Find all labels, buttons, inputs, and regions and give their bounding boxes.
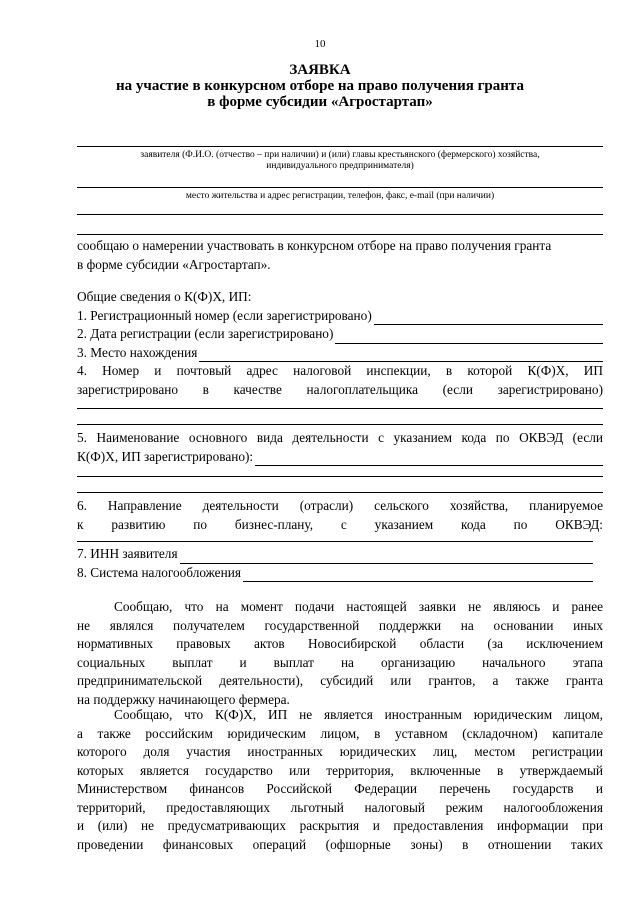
intro-line-1: сообщаю о намерении участвовать в конкурсном отборе на право получения гранта bbox=[77, 238, 552, 253]
item-6-line-2: к развитию по бизнес-плану, с указанием кода по ОКВЭД: bbox=[77, 516, 603, 532]
declaration-paragraph-2 bbox=[77, 706, 603, 854]
declaration-paragraph-1 bbox=[77, 598, 603, 709]
para-2-line-6: территорий, предоставляющих льготный налоговый режим налогообложения bbox=[77, 799, 603, 815]
item-2-blank bbox=[335, 330, 603, 344]
intro-text bbox=[77, 237, 603, 274]
item-7-blank bbox=[180, 550, 593, 564]
item-3-blank bbox=[199, 348, 603, 362]
blank-line-1 bbox=[77, 214, 603, 215]
item-4-line-1: 4. Номер и почтовый адрес налоговой инспекции, в которой К(Ф)Х, ИП bbox=[77, 363, 603, 378]
item-5 bbox=[77, 429, 603, 466]
item-4-blank-2 bbox=[77, 424, 603, 425]
para-2-line-7: и (или) не предусматривающих раскрытия и предоставления информации при bbox=[77, 818, 603, 833]
title-line-3: в форме субсидии «Агростартап» bbox=[207, 94, 433, 110]
item-5-blank-2 bbox=[77, 476, 603, 477]
intro-line-2: в форме субсидии «Агростартап». bbox=[77, 256, 271, 272]
address-caption: место жительства и адрес регистрации, телефон, факс, e-mail (при наличии) bbox=[185, 191, 495, 201]
applicant-caption bbox=[77, 150, 603, 172]
item-5-blank-3 bbox=[77, 492, 603, 493]
item-8-row bbox=[77, 564, 593, 583]
item-8-blank bbox=[243, 568, 593, 582]
item-7-label: 7. ИНН заявителя bbox=[77, 546, 178, 561]
applicant-caption-line-2: индивидуального предпринимателя) bbox=[266, 161, 414, 171]
para-2-line-5: Министерством финансов Российской Федерации перечень государств и bbox=[77, 781, 603, 796]
item-4-line-2: зарегистрировано в качестве налогоплательщика (если зарегистрировано) bbox=[77, 381, 603, 397]
address-line bbox=[77, 187, 603, 188]
para-2-line-3: которого доля участия иностранных юридических лиц, местом регистрации bbox=[77, 744, 603, 759]
page-number: 10 bbox=[314, 38, 326, 50]
item-5-blank bbox=[255, 452, 603, 466]
item-6-line-1: 6. Направление деятельности (отрасли) сельского хозяйства, планируемое bbox=[77, 498, 603, 513]
item-8-label: 8. Система налогообложения bbox=[77, 564, 241, 580]
general-info-section bbox=[77, 288, 603, 399]
title-line-2: на участие в конкурсном отборе на право получения гранта bbox=[116, 78, 524, 94]
applicant-name-line bbox=[77, 146, 603, 147]
applicant-caption-line-1: заявителя (Ф.И.О. (отчество – при наличии) и (или) главы крестьянского (фермерского) хозяйства, bbox=[140, 150, 540, 160]
para-1-line-5: предпринимательской деятельности), субсидий или грантов, а также гранта bbox=[77, 673, 603, 688]
item-2-label: 2. Дата регистрации (если зарегистрировано) bbox=[77, 326, 334, 341]
para-1-line-4: социальных выплат и выплат на организацию начального этапа bbox=[77, 654, 603, 670]
para-2-line-8: проведении финансовых операций (офшорные зоны) в отношении таких bbox=[77, 836, 603, 852]
item-4-blank-1 bbox=[77, 408, 603, 409]
para-1-line-2: не являлся получателем государственной поддержки на основании иных bbox=[77, 617, 603, 633]
para-2-line-4: которых является государство или территория, включенные в утверждаемый bbox=[77, 762, 603, 778]
item-5-line-2: К(Ф)Х, ИП зарегистрировано): bbox=[77, 448, 254, 464]
item-6-blank bbox=[77, 541, 593, 542]
item-3-row bbox=[77, 344, 603, 363]
blank-line-2 bbox=[77, 234, 603, 235]
para-2-line-1: Сообщаю, что К(Ф)Х, ИП не является иностранным юридическим лицом, bbox=[114, 707, 603, 722]
item-6 bbox=[77, 497, 603, 534]
title-line-1: ЗАЯВКА bbox=[289, 62, 351, 78]
item-2-row bbox=[77, 325, 603, 344]
para-1-line-3: нормативных правовых актов Новосибирской области (за исключением bbox=[77, 636, 603, 651]
item-7-row bbox=[77, 545, 593, 564]
para-1-line-1: Сообщаю, что на момент подачи настоящей заявки не являюсь и ранее bbox=[114, 599, 603, 614]
item-5-row bbox=[77, 448, 603, 467]
item-5-line-1: 5. Наименование основного вида деятельности с указанием кода по ОКВЭД (если bbox=[77, 430, 603, 445]
item-1-blank bbox=[374, 311, 603, 325]
items-7-8 bbox=[77, 545, 603, 582]
para-2-line-2: а также российским юридическим лицом, в уставном (складочном) капитале bbox=[77, 725, 603, 741]
item-3-label: 3. Место нахождения bbox=[77, 344, 198, 360]
item-1-row bbox=[77, 307, 603, 326]
document-title bbox=[0, 62, 640, 110]
para-1-line-6: на поддержку начинающего фермера. bbox=[77, 691, 290, 707]
item-1-label: 1. Регистрационный номер (если зарегистрировано) bbox=[77, 307, 372, 323]
general-heading: Общие сведения о К(Ф)Х, ИП: bbox=[77, 289, 252, 304]
